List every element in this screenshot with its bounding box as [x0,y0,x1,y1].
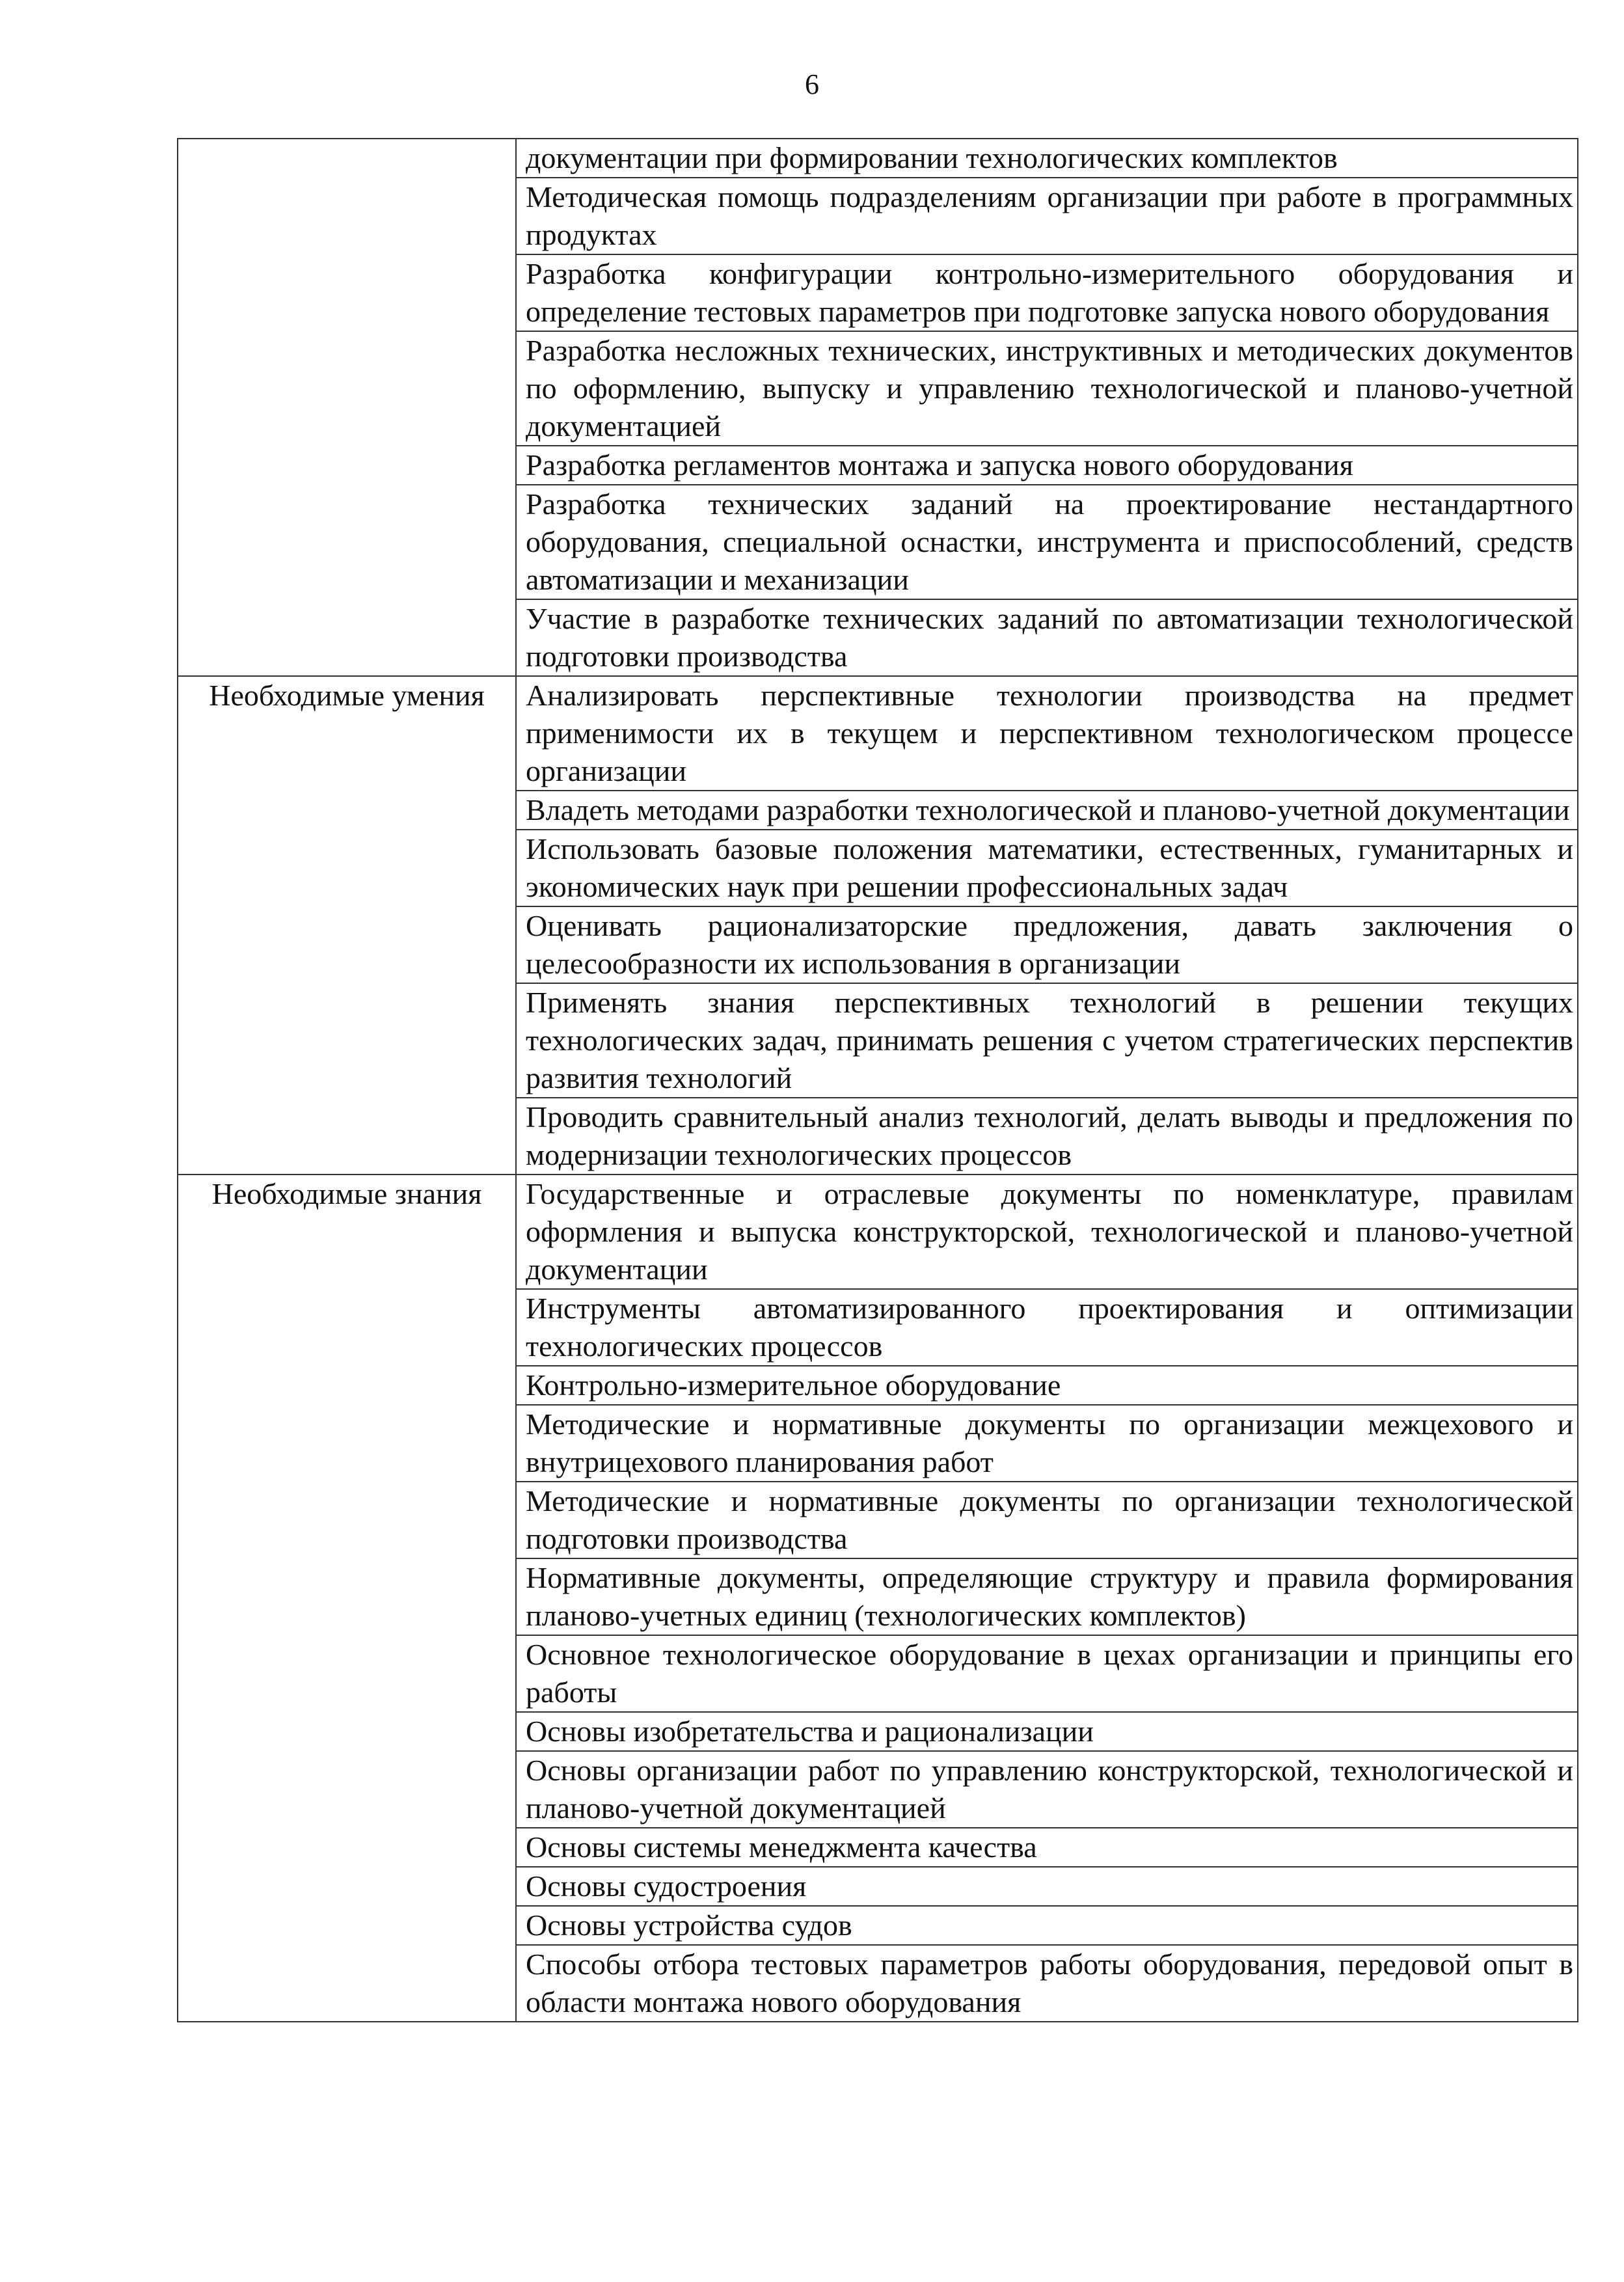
page-number: 6 [805,68,819,100]
requirement-text: Контрольно-измерительное оборудование [516,1366,1578,1405]
requirement-text: Основы изобретательства и рационализации [516,1712,1578,1751]
section-label: Необходимые знания [178,1175,516,2022]
requirement-text: Основное технологическое оборудование в цехах организации и принципы его работы [516,1635,1578,1712]
requirements-table-body [178,139,1578,2022]
requirement-text: Разработка несложных технических, инструктивных и методических документов по оформлению, выпуску и управлению технологической и планово-учетной документацией [516,331,1578,446]
requirement-text: Нормативные документы, определяющие структуру и правила формирования планово-учетных единиц (технологических комплектов) [516,1558,1578,1635]
requirement-text: Применять знания перспективных технологий в решении текущих технологических задач, принимать решения с учетом стратегических перспектив развития технологий [516,983,1578,1098]
table-row [178,139,1578,178]
requirement-text: Участие в разработке технических заданий по автоматизации технологической подготовки производства [516,599,1578,676]
table-row [178,676,1578,791]
requirement-text: Разработка технических заданий на проектирование нестандартного оборудования, специальной оснастки, инструмента и приспособлений, средств автоматизации и механизации [516,485,1578,599]
requirement-text: Основы устройства судов [516,1906,1578,1945]
requirement-text: Государственные и отраслевые документы по номенклатуре, правилам оформления и выпуска конструкторской, технологической и планово-учетной документации [516,1175,1578,1289]
requirement-text: Методические и нормативные документы по организации межцехового и внутрицехового планирования работ [516,1405,1578,1482]
requirements-table-wrapper [177,138,1577,2022]
requirement-text: Владеть методами разработки технологической и планово-учетной документации [516,791,1578,830]
requirement-text: Оценивать рационализаторские предложения, давать заключения о целесообразности их использования в организации [516,906,1578,983]
requirement-text: Основы судостроения [516,1867,1578,1906]
requirement-text: Основы организации работ по управлению конструкторской, технологической и планово-учетной документацией [516,1751,1578,1828]
section-label-empty [178,139,516,676]
section-label: Необходимые умения [178,676,516,1175]
requirement-text: Разработка регламентов монтажа и запуска нового оборудования [516,446,1578,485]
requirement-text: Методическая помощь подразделениям организации при работе в программных продуктах [516,178,1578,254]
requirement-text: Разработка конфигурации контрольно-измерительного оборудования и определение тестовых параметров при подготовке запуска нового оборудования [516,254,1578,331]
requirement-text: Использовать базовые положения математики, естественных, гуманитарных и экономических наук при решении профессиональных задач [516,830,1578,906]
requirement-text: Инструменты автоматизированного проектирования и оптимизации технологических процессов [516,1289,1578,1366]
requirement-text: Анализировать перспективные технологии производства на предмет применимости их в текущем и перспективном технологическом процессе организации [516,676,1578,791]
requirement-text: документации при формировании технологических комплектов [516,139,1578,178]
requirement-text: Основы системы менеджмента качества [516,1828,1578,1867]
requirement-text: Способы отбора тестовых параметров работы оборудования, передовой опыт в области монтажа нового оборудования [516,1945,1578,2022]
requirement-text: Проводить сравнительный анализ технологий, делать выводы и предложения по модернизации технологических процессов [516,1098,1578,1175]
table-row [178,1175,1578,1289]
requirement-text: Методические и нормативные документы по организации технологической подготовки производства [516,1482,1578,1558]
requirements-table [177,138,1578,2022]
